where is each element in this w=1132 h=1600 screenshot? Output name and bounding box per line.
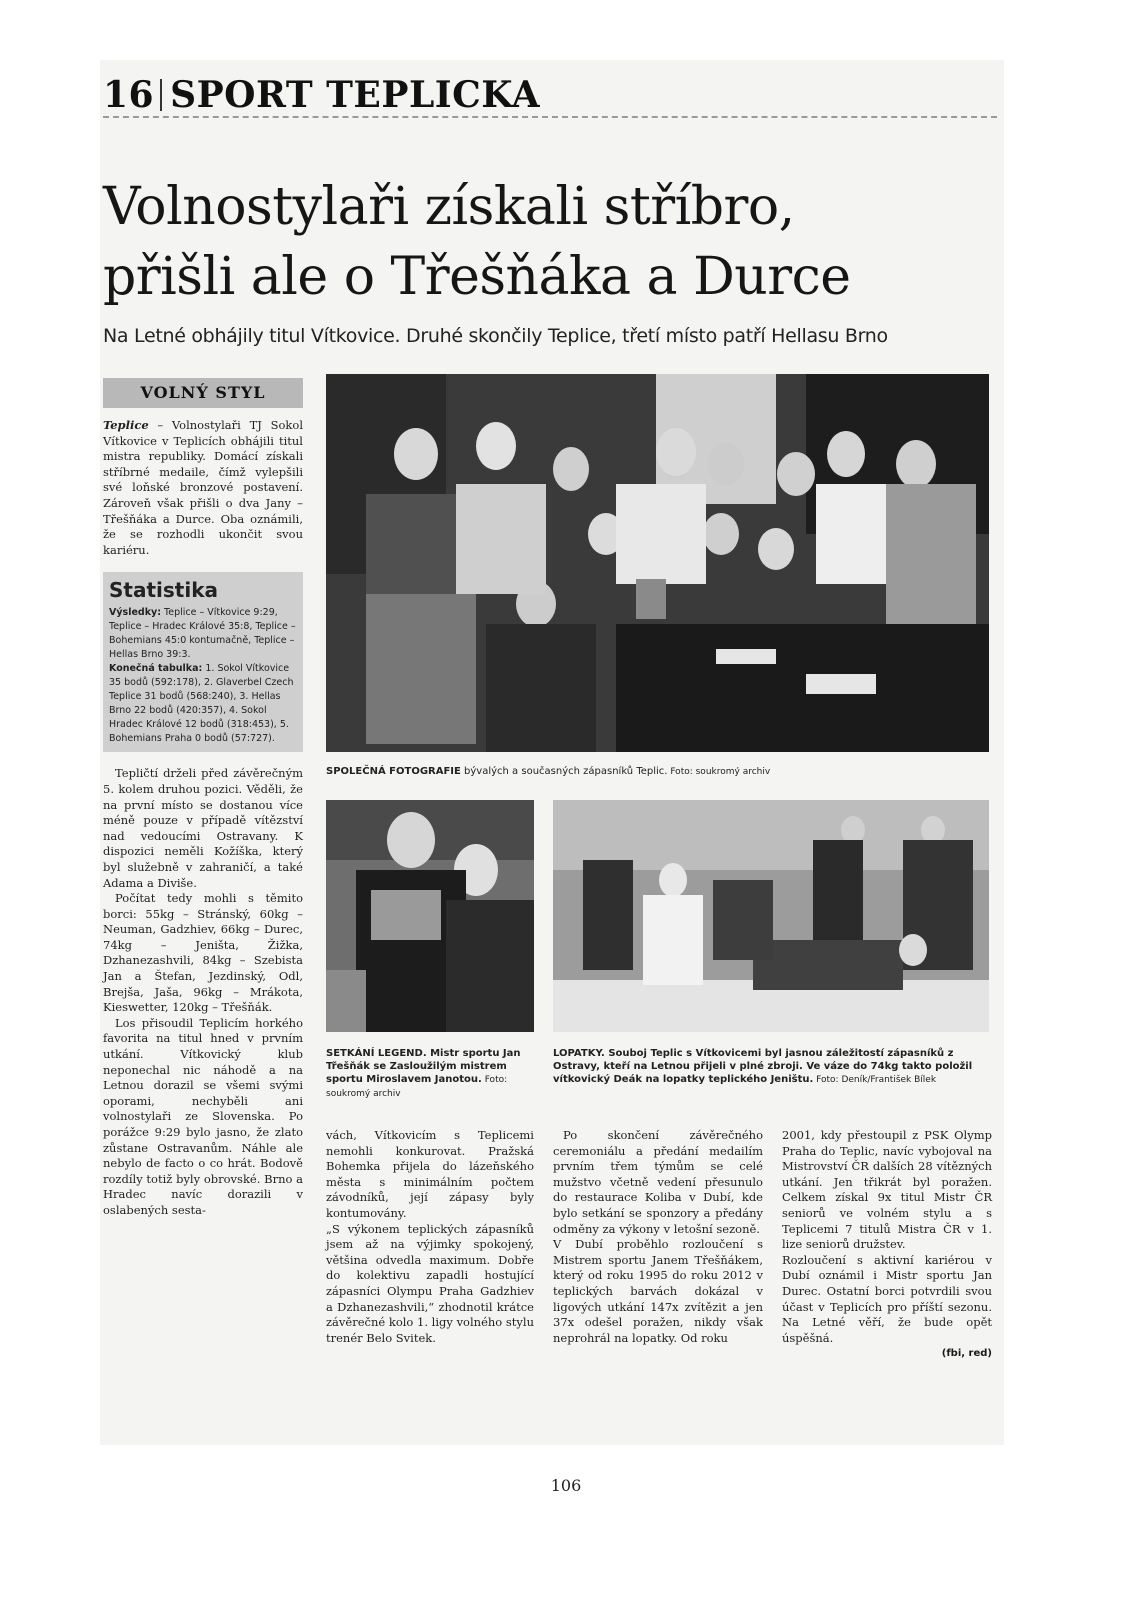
group-caption-lead: SPOLEČNÁ FOTOGRAFIE [326,766,461,777]
left-column [103,378,303,1219]
column-3-text: Po skončení závěrečného ceremoniálu a předání medailím prvním třem týmům se celé mužstvo včetně vedení přesunulo do restaurace Koliba v Dubí, kde bylo setkání se sponzory a předány odměny za výkony v letošní sezoně. V Dubí proběhlo rozloučení s Mistrem sportu Janem Třešňákem, který od roku 1995 do roku 2012 v teplických barvách dokázal v ligových utkání 147x zvítězit a jen 37x odešel poražen, nikdy však neprohrál na lopatky. Od roku [553,1128,763,1345]
left-paragraph-3: Los přisoudil Teplicím horkého favorita na titul hned v prvním utkání. Vítkovický klub neponechal nic náhodě a na Letnou dorazil se všemi svými oporami, nechyběli ani volnostylaři ze Slovenska. Po porážce 9:29 bylo jasno, že zlato zůstane Ostravanům. Náhle ale nebylo de facto o co hrát. Bodově rozdíly totiž byly obrovské. Brno a Hradec navíc dorazili v oslabených sesta- [103,1015,303,1217]
subheadline: Na Letné obhájily titul Vítkovice. Druhé skončily Teplice, třetí místo patří Hellasu Brno [103,325,888,347]
header-rule [103,116,997,118]
page-section-number: 16 [103,74,155,116]
table-line [109,662,297,746]
group-photo-image [326,374,989,752]
section-header [103,74,540,114]
header-divider [160,79,162,111]
group-caption-credit: Foto: soukromý archiv [667,767,771,777]
headline-line-2: přišli ale o Třešňáka a Durce [103,247,851,307]
left-paragraph-2: Počítat tedy mohli s těmito borci: 55kg – Stránský, 60kg – Neuman, Gadzhiev, 66kg – Durec, 74kg – Jeništa, Žižka, Dzhanezashvili, 84kg – Szebista Jan a Štefan, Jezdinský, Odl, Brejša, Jaša, 96kg – Mrákota, Kieswetter, 120kg – Třešňák. [103,891,303,1015]
wrestling-caption-credit: Foto: Deník/František Bílek [813,1075,937,1085]
group-photo-caption [326,765,996,779]
statistics-box [103,572,303,752]
author-signature: (fbi, red) [941,1348,992,1360]
legends-caption [326,1047,531,1101]
article-column-4 [782,1128,992,1359]
statistics-title: Statistika [109,578,218,603]
group-caption-text: bývalých a současných zápasníků Teplic. [460,766,668,777]
wrestling-photo [553,800,989,1032]
legends-photo-image [326,800,534,1032]
wrestling-photo-image [553,800,989,1032]
legends-caption-credit: Foto: soukromý archiv [326,1075,508,1099]
column-2-text: vách, Vítkovicím s Teplicemi nemohli konkurovat. Pražská Bohemka přijela do lázeňského města s minimálním počtem závodníků, její zápasy byly kontumovány. „S výkonem teplických zápasníků jsem až na výjimky spokojený, většina odvedla maximum. Dobře do kolektivu zapadli hostující zápasníci Olympu Praha Gadzhiev a Dzhanezashvili,“ zhodnotil krátce závěrečné kolo 1. ligy volného stylu trenér Belo Svitek. [326,1128,534,1345]
results-line [109,606,297,662]
column-4-text: 2001, kdy přestoupil z PSK Olymp Praha do Teplic, navíc vybojoval na Mistrovství ČR dalších 28 vítězných utkání. Jen třikrát byl poražen. Celkem získal 9x titul Mistr ČR seniorů ve volném stylu a s Teplicemi 7 titulů Mistra ČR v 1. lize seniorů družstev. Rozloučení s aktivní kariérou v Dubí oznámil i Mistr sportu Jan Durec. Ostatní borci potvrdili svou účast v Teplicích pro příští sezonu. Na Letné věří, že bude opět úspěšná. [782,1128,992,1345]
legends-photo [326,800,534,1032]
legends-caption-lead: SETKÁNÍ LEGEND. Mistr sportu Jan Třešňák se Zasloužilým mistrem sportu Miroslavem Janotou. [326,1048,521,1085]
wrestling-caption-lead: LOPATKY. Souboj Teplic s Vítkovicemi byl jasnou záležitostí zápasníků z Ostravy, kteří na Letnou přijeli v plné zbroji. Ve váze do 74kg takto položil vítkovický Deák na lopatky teplického Jeništu. [553,1048,973,1085]
results-text: Teplice – Vítkovice 9:29, Teplice – Hradec Králové 35:8, Teplice – Bohemians 45:0 kontumačně, Teplice – Hellas Brno 39:3. [109,607,296,661]
left-paragraph-1: Tepličtí drželi před závěrečným 5. kolem druhou pozici. Věděli, že na první místo se dostanou více méně pouze v případě vítězství nad vedoucími Ostravany. K dispozici neměli Kožíška, který byl služebně v zahraničí, a také Adama a Diviše. [103,766,303,890]
intro-place: Teplice [103,418,149,432]
table-text: 1. Sokol Vítkovice 35 bodů (592:178), 2. Glaverbel Czech Teplice 31 bodů (568:240), 3. Hellas Brno 22 bodů (420:357), 4. Sokol Hradec Králové 12 bodů (318:453), 5. Bohemians Praha 0 bodů (57:727). [109,663,294,745]
left-body [103,766,303,1218]
section-title: SPORT TEPLICKA [170,74,541,116]
rubric-tag: VOLNÝ STYL [103,378,303,408]
article-column-2 [326,1128,534,1346]
table-label: Konečná tabulka: [109,663,203,675]
intro-paragraph [103,418,303,558]
wrestling-caption [553,1047,993,1087]
article-column-3 [553,1128,763,1346]
group-photo [326,374,989,752]
results-label: Výsledky: [109,607,162,619]
headline [103,172,1003,312]
page-number: 106 [550,1476,582,1495]
intro-text: – Volnostylaři TJ Sokol Vítkovice v Teplicích obhájili titul mistra republiky. Domácí získali stříbrné medaile, čímž vylepšili své loňské bronzové postavení. Zároveň však přišli o dva Jany – Třešňáka a Durce. Oba oznámili, že se rozhodli ukončit svou kariéru. [103,418,303,557]
headline-line-1: Volnostylaři získali stříbro, [103,177,795,237]
